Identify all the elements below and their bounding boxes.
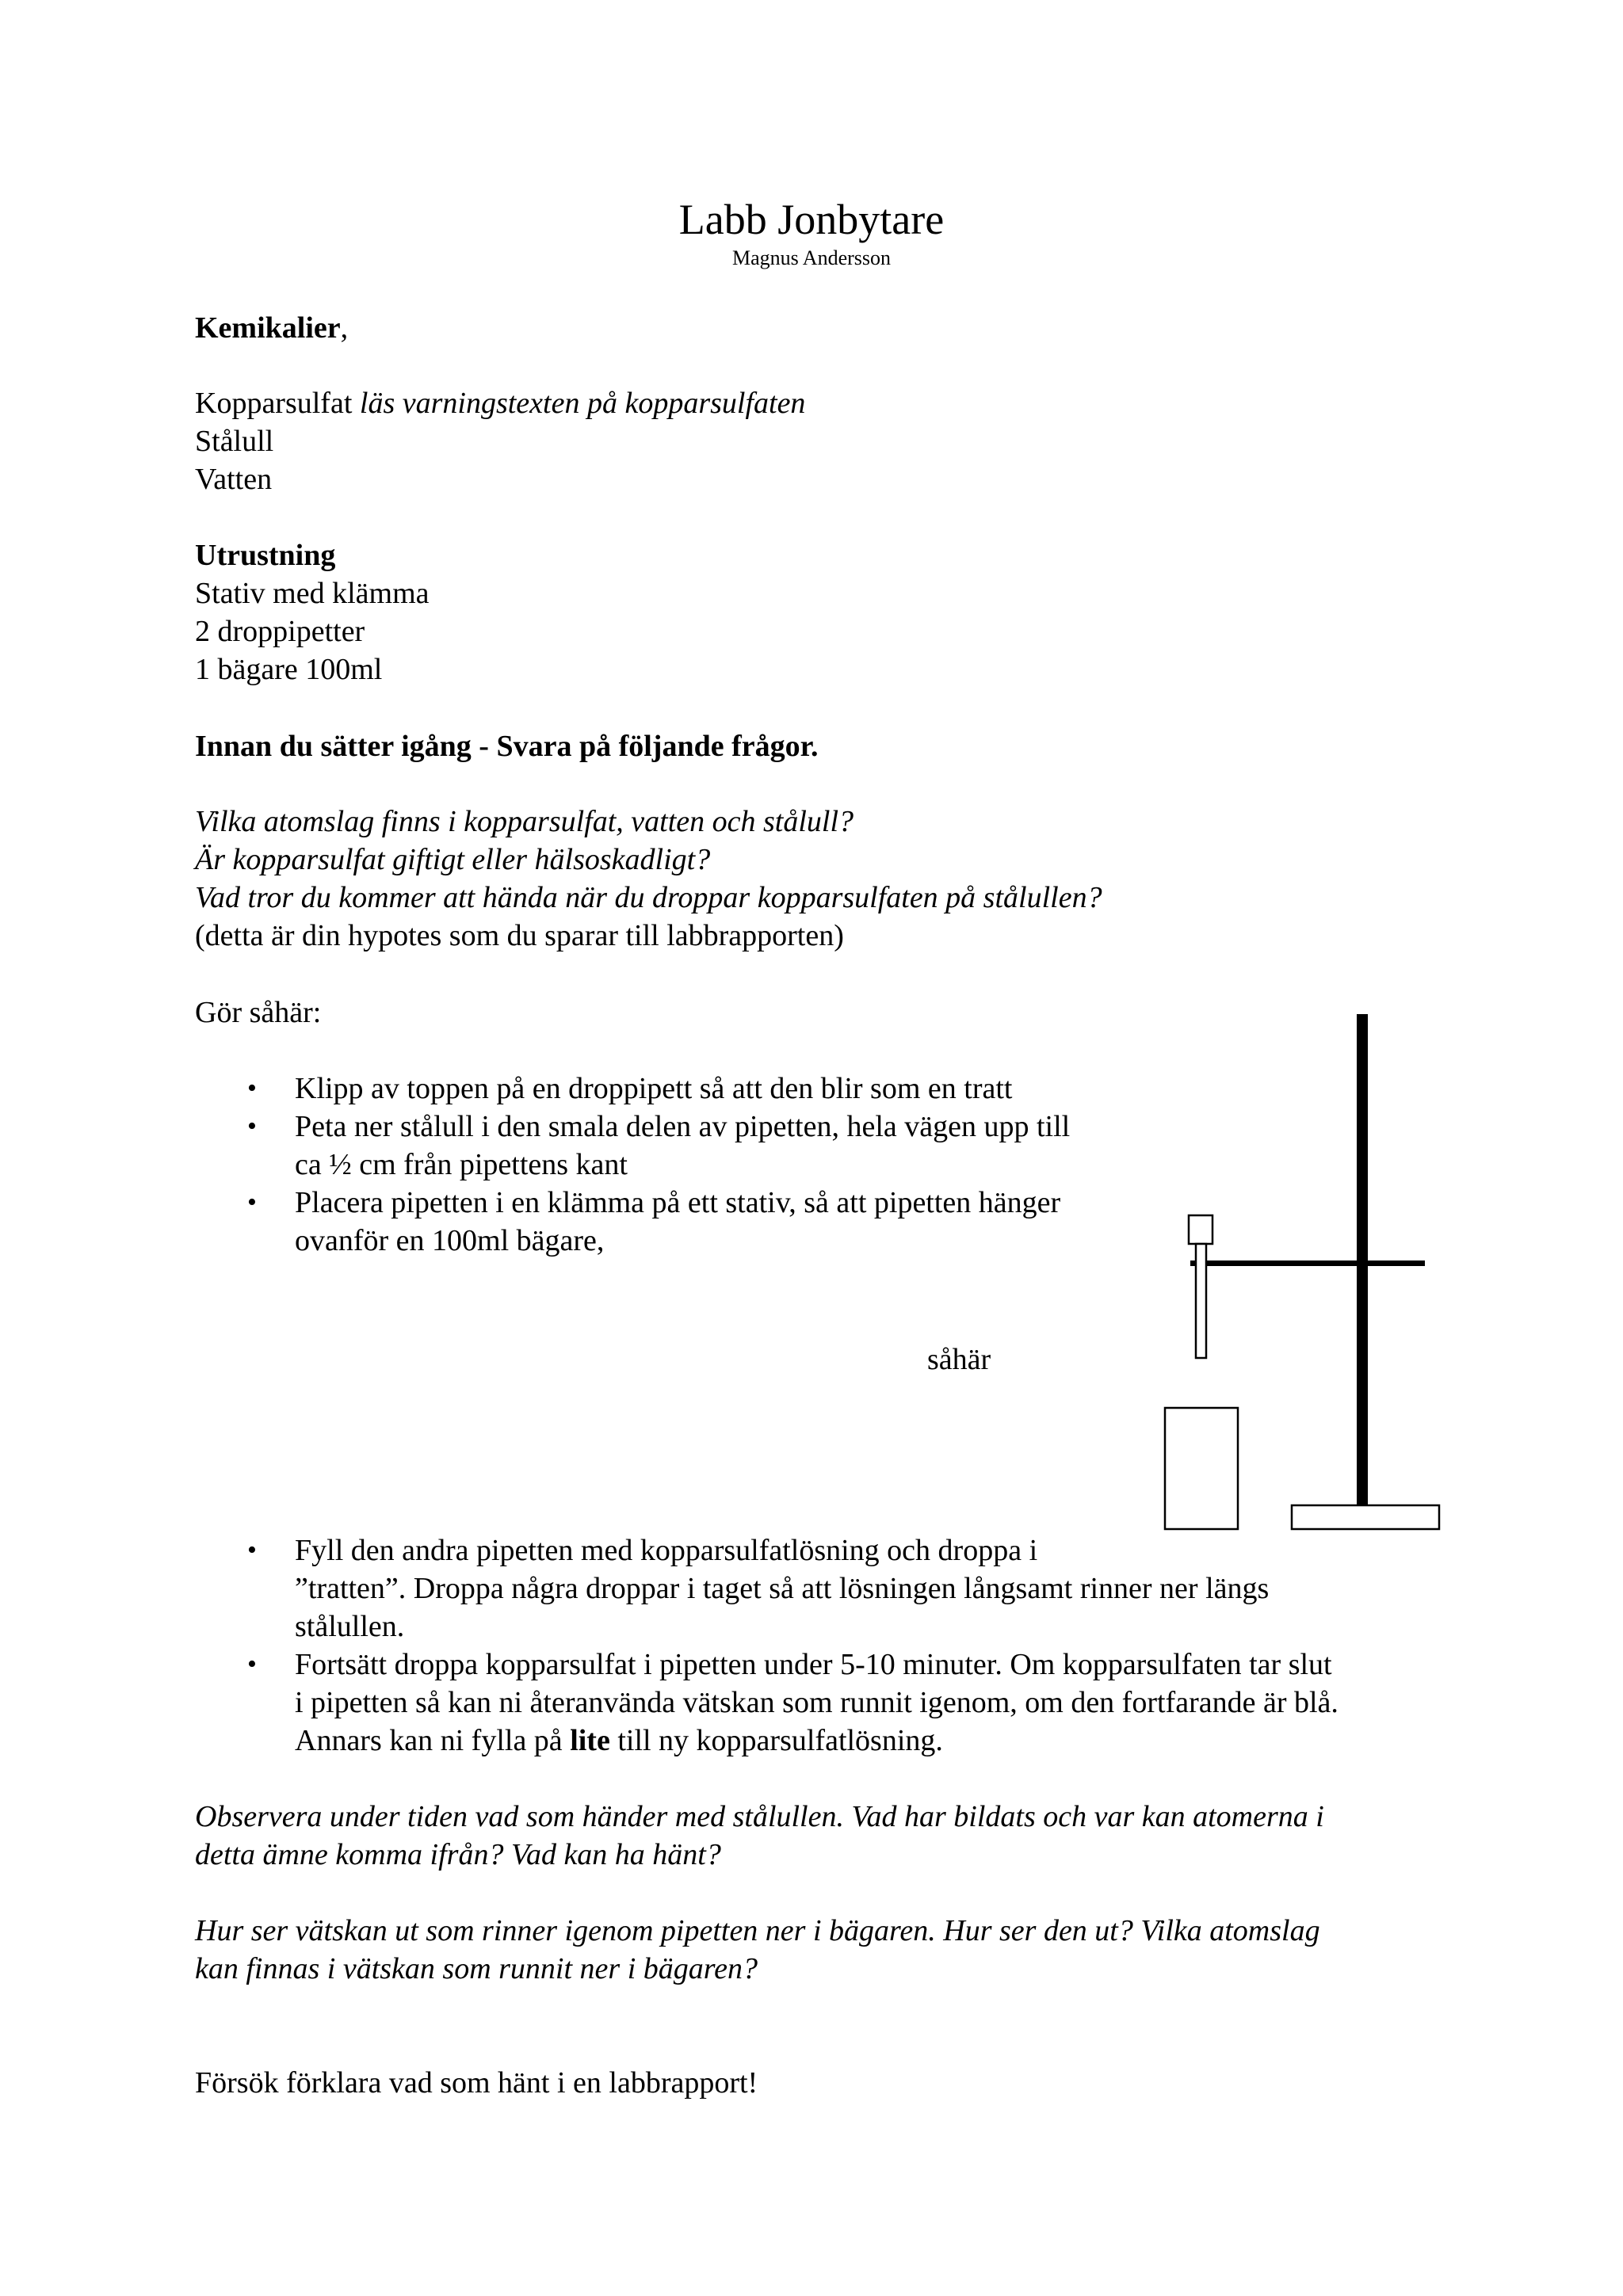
- bullet-marker: •: [247, 1074, 257, 1103]
- bullet-marker: •: [247, 1188, 257, 1217]
- pipette-top: [1189, 1215, 1212, 1244]
- instruction-step-4-line-3: stålullen.: [295, 1610, 405, 1643]
- instruction-step-3-line-2: ovanför en 100ml bägare,: [295, 1224, 605, 1257]
- question-3: Vad tror du kommer att hända när du droppar kopparsulfaten på stålullen?: [195, 881, 1102, 914]
- question-2: Är kopparsulfat giftigt eller hälsoskadligt?: [195, 843, 711, 876]
- instruction-step-5-emphasis: lite: [570, 1724, 610, 1757]
- instruction-step-5-pre: Annars kan ni fylla på: [295, 1724, 571, 1757]
- instruction-step-4-line-1: Fyll den andra pipetten med kopparsulfatlösning och droppa i: [295, 1534, 1038, 1567]
- instruction-step-3-line-1: Placera pipetten i en klämma på ett stativ, så att pipetten hänger: [295, 1186, 1061, 1219]
- observation-2-line-1: Hur ser vätskan ut som rinner igenom pipetten ner i bägaren. Hur ser den ut? Vilka atomslag: [195, 1914, 1320, 1947]
- kemikalier-heading-suffix: ,: [340, 311, 349, 345]
- equipment-item: 2 droppipetter: [195, 615, 365, 648]
- chemical-item-kopparsulfat: [195, 384, 805, 422]
- beaker: [1165, 1408, 1238, 1529]
- chemical-warning-note: läs varningstexten på kopparsulfaten: [359, 387, 806, 420]
- bullet-marker: •: [247, 1112, 257, 1141]
- document-title: Labb Jonbytare: [678, 196, 945, 243]
- instruction-step-5-line-1: Fortsätt droppa kopparsulfat i pipetten under 5-10 minuter. Om kopparsulfaten tar slut: [295, 1648, 1332, 1681]
- instruction-step-4-line-2: ”tratten”. Droppa några droppar i taget så att lösningen långsamt rinner ner längs: [295, 1572, 1270, 1605]
- innan-heading: Innan du sätter igång - Svara på följande frågor.: [195, 730, 819, 763]
- instruction-step-2-line-1: Peta ner stålull i den smala delen av pipetten, hela vägen upp till: [295, 1110, 1071, 1143]
- chemical-item-vatten: Vatten: [195, 463, 273, 496]
- instruction-step-5-line-3: [295, 1722, 943, 1760]
- kemikalier-heading: Kemikalier: [195, 311, 341, 345]
- chemical-item-stalull: Stålull: [195, 425, 274, 458]
- figure-caption: såhär: [927, 1343, 991, 1376]
- bullet-marker: •: [247, 1535, 257, 1565]
- closing-instruction: Försök förklara vad som hänt i en labbrapport!: [195, 2066, 758, 2100]
- observation-2-line-2: kan finnas i vätskan som runnit ner i bägaren?: [195, 1952, 758, 1985]
- bullet-marker: •: [247, 1650, 257, 1679]
- instruction-step-5-post: till ny kopparsulfatlösning.: [609, 1724, 943, 1757]
- stand-base: [1292, 1505, 1439, 1529]
- instruction-step-2-line-2: ca ½ cm från pipettens kant: [295, 1148, 628, 1181]
- clamp-arm: [1190, 1261, 1425, 1266]
- chemical-item-kopparsulfat-label: Kopparsulfat: [195, 387, 353, 420]
- question-1: Vilka atomslag finns i kopparsulfat, vatten och stålull?: [195, 805, 854, 838]
- lab-apparatus-figure: [1157, 1014, 1458, 1553]
- hypothesis-note: (detta är din hypotes som du sparar till labbrapporten): [195, 919, 844, 952]
- observation-1-line-1: Observera under tiden vad som händer med stålullen. Vad har bildats och var kan atomerna i: [195, 1800, 1324, 1833]
- observation-1-line-2: detta ämne komma ifrån? Vad kan ha hänt?: [195, 1838, 721, 1871]
- instruction-step-1: Klipp av toppen på en droppipett så att den blir som en tratt: [295, 1072, 1013, 1105]
- instruction-step-5-line-2: i pipetten så kan ni återanvända vätskan som runnit igenom, om den fortfarande är blå.: [295, 1686, 1338, 1719]
- pipette-tube: [1196, 1244, 1206, 1358]
- utrustning-heading: Utrustning: [195, 539, 336, 572]
- document-author: Magnus Andersson: [731, 246, 892, 269]
- instructions-heading: Gör såhär:: [195, 996, 322, 1029]
- equipment-item: 1 bägare 100ml: [195, 653, 383, 686]
- kemikalier-heading-line: [195, 309, 348, 347]
- equipment-item: Stativ med klämma: [195, 577, 430, 610]
